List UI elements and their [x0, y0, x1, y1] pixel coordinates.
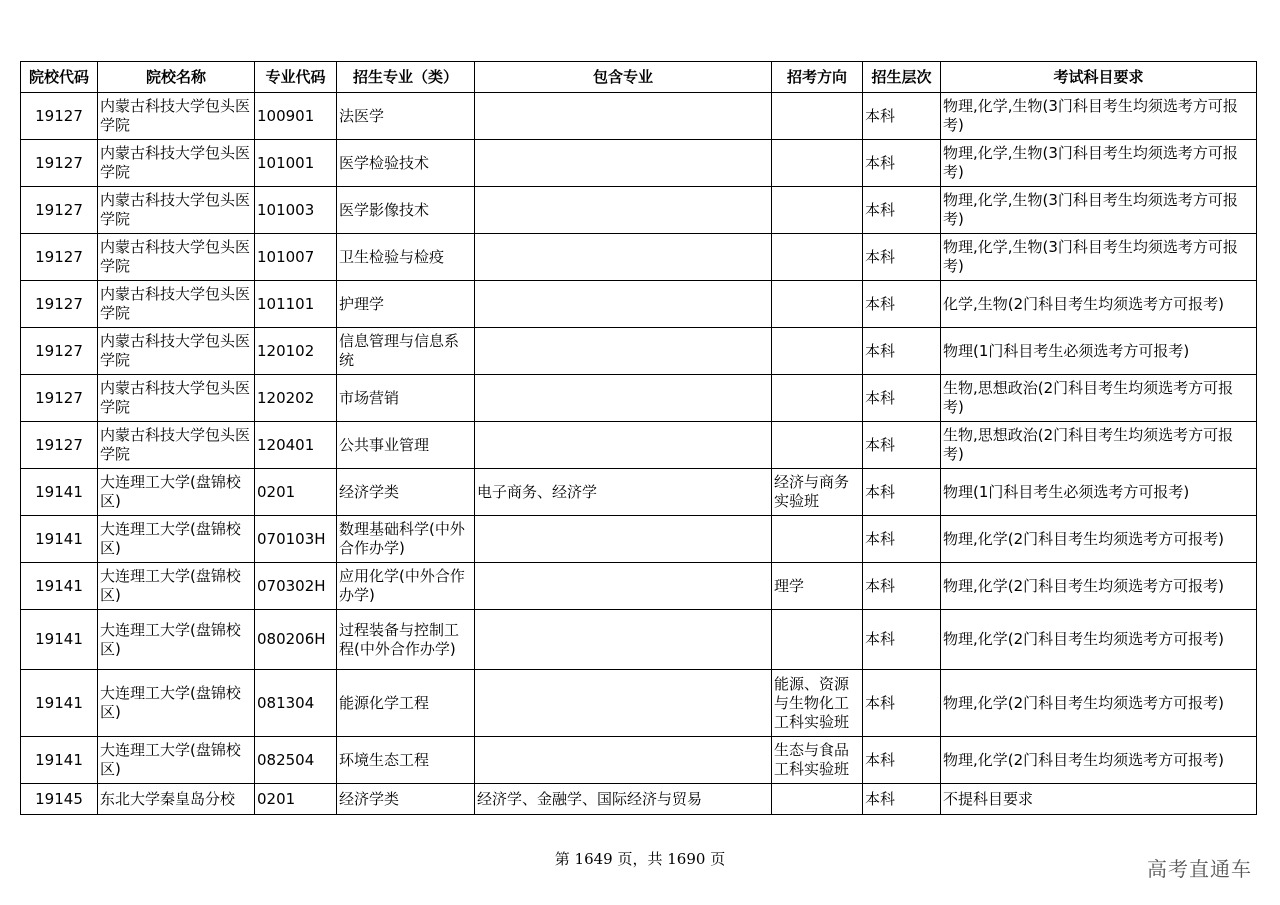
cell-direction: 经济与商务实验班 [772, 469, 863, 516]
cell-major-category: 医学检验技术 [337, 140, 475, 187]
cell-school-code: 19127 [21, 375, 98, 422]
cell-school-name: 内蒙古科技大学包头医学院 [98, 187, 255, 234]
cell-major-code: 082504 [255, 737, 337, 784]
table-row [21, 234, 1257, 281]
cell-subject-requirements: 物理(1门科目考生必须选考方可报考) [941, 328, 1257, 375]
cell-major-code: 101101 [255, 281, 337, 328]
cell-major-category: 医学影像技术 [337, 187, 475, 234]
cell-direction [772, 610, 863, 670]
table-row [21, 422, 1257, 469]
cell-major-code: 101007 [255, 234, 337, 281]
header-school-code: 院校代码 [21, 62, 98, 93]
cell-school-code: 19141 [21, 516, 98, 563]
cell-level: 本科 [863, 140, 941, 187]
cell-major-code: 070302H [255, 563, 337, 610]
header-subject-requirements: 考试科目要求 [941, 62, 1257, 93]
cell-school-name: 大连理工大学(盘锦校区) [98, 737, 255, 784]
table-row [21, 281, 1257, 328]
watermark-logo-text: 高考直通车 [1147, 857, 1252, 881]
table-row [21, 93, 1257, 140]
cell-direction [772, 784, 863, 815]
cell-included-majors [475, 234, 772, 281]
cell-direction [772, 422, 863, 469]
cell-subject-requirements: 物理,化学,生物(3门科目考生均须选考方可报考) [941, 187, 1257, 234]
cell-school-code: 19141 [21, 737, 98, 784]
header-major-category: 招生专业（类） [337, 62, 475, 93]
cell-subject-requirements: 物理,化学,生物(3门科目考生均须选考方可报考) [941, 93, 1257, 140]
cell-level: 本科 [863, 610, 941, 670]
cell-direction [772, 187, 863, 234]
cell-school-code: 19127 [21, 328, 98, 375]
table-row [21, 187, 1257, 234]
table-row [21, 140, 1257, 187]
cell-major-code: 100901 [255, 93, 337, 140]
cell-major-code: 120401 [255, 422, 337, 469]
cell-school-name: 大连理工大学(盘锦校区) [98, 563, 255, 610]
cell-major-category: 法医学 [337, 93, 475, 140]
cell-subject-requirements: 物理,化学(2门科目考生均须选考方可报考) [941, 737, 1257, 784]
cell-major-category: 能源化学工程 [337, 670, 475, 737]
cell-major-code: 070103H [255, 516, 337, 563]
table-body [21, 93, 1257, 815]
cell-subject-requirements: 生物,思想政治(2门科目考生均须选考方可报考) [941, 422, 1257, 469]
cell-subject-requirements: 物理,化学(2门科目考生均须选考方可报考) [941, 563, 1257, 610]
cell-major-code: 101003 [255, 187, 337, 234]
cell-school-code: 19127 [21, 422, 98, 469]
cell-direction [772, 375, 863, 422]
cell-direction [772, 93, 863, 140]
cell-level: 本科 [863, 281, 941, 328]
cell-included-majors [475, 187, 772, 234]
table-row [21, 610, 1257, 670]
cell-level: 本科 [863, 187, 941, 234]
cell-major-category: 数理基础科学(中外合作办学) [337, 516, 475, 563]
cell-school-code: 19127 [21, 187, 98, 234]
cell-major-category: 卫生检验与检疫 [337, 234, 475, 281]
cell-included-majors [475, 328, 772, 375]
cell-included-majors [475, 93, 772, 140]
cell-major-category: 过程装备与控制工程(中外合作办学) [337, 610, 475, 670]
cell-subject-requirements: 物理,化学(2门科目考生均须选考方可报考) [941, 516, 1257, 563]
enrollment-table [20, 61, 1257, 815]
cell-school-name: 内蒙古科技大学包头医学院 [98, 140, 255, 187]
cell-school-name: 内蒙古科技大学包头医学院 [98, 93, 255, 140]
cell-level: 本科 [863, 234, 941, 281]
cell-subject-requirements: 化学,生物(2门科目考生均须选考方可报考) [941, 281, 1257, 328]
cell-school-code: 19127 [21, 281, 98, 328]
table-row [21, 784, 1257, 815]
cell-school-name: 内蒙古科技大学包头医学院 [98, 281, 255, 328]
cell-subject-requirements: 物理(1门科目考生必须选考方可报考) [941, 469, 1257, 516]
cell-direction [772, 234, 863, 281]
cell-level: 本科 [863, 375, 941, 422]
header-direction: 招考方向 [772, 62, 863, 93]
cell-direction [772, 281, 863, 328]
cell-included-majors [475, 281, 772, 328]
cell-major-code: 0201 [255, 469, 337, 516]
table-row [21, 563, 1257, 610]
cell-included-majors [475, 563, 772, 610]
cell-direction: 能源、资源与生物化工工科实验班 [772, 670, 863, 737]
cell-school-code: 19141 [21, 469, 98, 516]
cell-major-code: 101001 [255, 140, 337, 187]
cell-direction [772, 328, 863, 375]
cell-major-category: 经济学类 [337, 784, 475, 815]
table-row [21, 516, 1257, 563]
cell-direction [772, 140, 863, 187]
cell-major-category: 公共事业管理 [337, 422, 475, 469]
cell-included-majors [475, 670, 772, 737]
cell-major-code: 0201 [255, 784, 337, 815]
cell-level: 本科 [863, 784, 941, 815]
cell-school-name: 内蒙古科技大学包头医学院 [98, 422, 255, 469]
cell-level: 本科 [863, 670, 941, 737]
cell-included-majors: 经济学、金融学、国际经济与贸易 [475, 784, 772, 815]
cell-level: 本科 [863, 563, 941, 610]
table-row [21, 328, 1257, 375]
header-school-name: 院校名称 [98, 62, 255, 93]
cell-included-majors [475, 140, 772, 187]
cell-subject-requirements: 物理,化学(2门科目考生均须选考方可报考) [941, 670, 1257, 737]
cell-level: 本科 [863, 93, 941, 140]
table-row [21, 469, 1257, 516]
cell-major-category: 经济学类 [337, 469, 475, 516]
cell-school-code: 19127 [21, 93, 98, 140]
cell-major-code: 120102 [255, 328, 337, 375]
cell-school-name: 大连理工大学(盘锦校区) [98, 469, 255, 516]
cell-subject-requirements: 生物,思想政治(2门科目考生均须选考方可报考) [941, 375, 1257, 422]
cell-subject-requirements: 物理,化学,生物(3门科目考生均须选考方可报考) [941, 234, 1257, 281]
cell-subject-requirements: 物理,化学,生物(3门科目考生均须选考方可报考) [941, 140, 1257, 187]
cell-direction: 生态与食品工科实验班 [772, 737, 863, 784]
cell-included-majors [475, 610, 772, 670]
cell-major-category: 信息管理与信息系统 [337, 328, 475, 375]
cell-direction [772, 516, 863, 563]
cell-included-majors [475, 737, 772, 784]
table-row [21, 670, 1257, 737]
cell-school-name: 内蒙古科技大学包头医学院 [98, 234, 255, 281]
cell-school-name: 大连理工大学(盘锦校区) [98, 516, 255, 563]
cell-direction: 理学 [772, 563, 863, 610]
cell-school-name: 内蒙古科技大学包头医学院 [98, 328, 255, 375]
cell-school-code: 19127 [21, 234, 98, 281]
table-row [21, 375, 1257, 422]
header-major-code: 专业代码 [255, 62, 337, 93]
cell-school-code: 19127 [21, 140, 98, 187]
cell-level: 本科 [863, 328, 941, 375]
cell-school-code: 19141 [21, 670, 98, 737]
cell-subject-requirements: 不提科目要求 [941, 784, 1257, 815]
cell-level: 本科 [863, 737, 941, 784]
cell-level: 本科 [863, 469, 941, 516]
cell-school-code: 19145 [21, 784, 98, 815]
cell-major-code: 080206H [255, 610, 337, 670]
cell-included-majors [475, 516, 772, 563]
cell-major-category: 应用化学(中外合作办学) [337, 563, 475, 610]
cell-included-majors [475, 375, 772, 422]
cell-major-category: 环境生态工程 [337, 737, 475, 784]
cell-school-code: 19141 [21, 610, 98, 670]
header-included-majors: 包含专业 [475, 62, 772, 93]
cell-school-name: 大连理工大学(盘锦校区) [98, 670, 255, 737]
cell-major-code: 081304 [255, 670, 337, 737]
table-row [21, 737, 1257, 784]
cell-school-name: 东北大学秦皇岛分校 [98, 784, 255, 815]
cell-included-majors: 电子商务、经济学 [475, 469, 772, 516]
header-level: 招生层次 [863, 62, 941, 93]
cell-major-category: 市场营销 [337, 375, 475, 422]
cell-major-code: 120202 [255, 375, 337, 422]
cell-major-category: 护理学 [337, 281, 475, 328]
cell-subject-requirements: 物理,化学(2门科目考生均须选考方可报考) [941, 610, 1257, 670]
cell-level: 本科 [863, 422, 941, 469]
cell-school-name: 内蒙古科技大学包头医学院 [98, 375, 255, 422]
table-header-row [21, 62, 1257, 93]
cell-school-name: 大连理工大学(盘锦校区) [98, 610, 255, 670]
cell-level: 本科 [863, 516, 941, 563]
cell-school-code: 19141 [21, 563, 98, 610]
cell-included-majors [475, 422, 772, 469]
page-number: 第 1649 页，共 1690 页 [554, 850, 726, 868]
